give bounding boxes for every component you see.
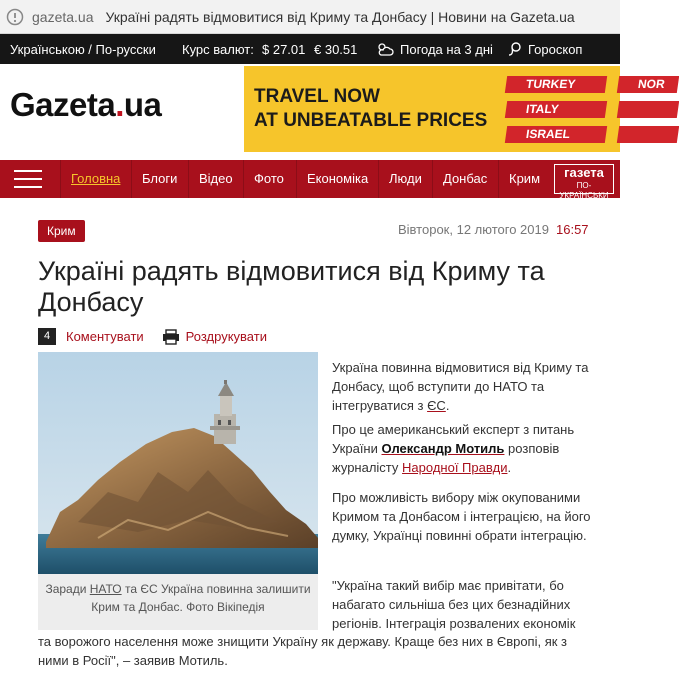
nav-item-economy[interactable]: Економіка bbox=[296, 160, 378, 198]
currency-label: Курс валют: bbox=[182, 41, 254, 57]
logo-dot: . bbox=[115, 86, 124, 123]
nav-item-photo[interactable]: Фото bbox=[243, 160, 294, 198]
logo-main: Gazeta bbox=[10, 86, 116, 123]
horoscope-label: Гороскоп bbox=[528, 41, 583, 57]
logo-tld: ua bbox=[123, 86, 162, 123]
p1-text: Україна повинна відмовитися від Криму та Донбасу, щоб вступити до НАТО та інтегруватися з bbox=[332, 360, 589, 413]
site-logo[interactable] bbox=[10, 86, 161, 124]
article-headline: Україні радять відмовитися від Криму та Донбасу bbox=[38, 256, 545, 317]
eur-rate: € 30.51 bbox=[314, 41, 358, 57]
top-strip bbox=[0, 34, 620, 64]
usd-rate: $ 27.01 bbox=[262, 41, 306, 57]
caption-post: та ЄС Україна повинна залишити Крим та Донбас. Фото Вікіпедія bbox=[91, 582, 311, 614]
site-header bbox=[0, 64, 666, 160]
nav-brand-logo[interactable] bbox=[554, 164, 614, 200]
brand-sub: ПО-УКРАЇНСЬКИ bbox=[559, 181, 609, 200]
paragraph-1 bbox=[332, 358, 592, 415]
comments-count: 4 bbox=[38, 328, 56, 345]
nav-item-crimea[interactable]: Крим bbox=[498, 160, 550, 198]
print-link[interactable]: Роздрукувати bbox=[185, 329, 267, 344]
paragraph-3: Про можливість вибору між окупованими Кримом та Донбасом і інтеграцією, на його думку, Українці повинні обрати інтеграцію. bbox=[332, 490, 591, 543]
menu-icon[interactable] bbox=[14, 170, 42, 188]
comment-link[interactable]: Коментувати bbox=[66, 329, 144, 344]
nav-item-blogs[interactable]: Блоги bbox=[131, 160, 187, 198]
brand-main: газета bbox=[564, 165, 604, 180]
link-motyl[interactable]: Олександр Мотиль bbox=[381, 441, 505, 456]
travel-ad-banner[interactable] bbox=[244, 66, 666, 152]
nav-item-video[interactable]: Відео bbox=[188, 160, 243, 198]
article bbox=[0, 198, 620, 668]
caption-pre: Заради bbox=[45, 582, 90, 596]
weather-link[interactable] bbox=[376, 41, 493, 57]
browser-title-bar bbox=[0, 0, 620, 34]
banner-tag: ISRAEL bbox=[505, 126, 607, 143]
article-photo-swallows-nest bbox=[38, 352, 318, 574]
horoscope-link[interactable] bbox=[506, 41, 582, 57]
photo-caption bbox=[38, 574, 318, 630]
page-tab-title: Україні радять відмовитися від Криму та Донбасу | Новини на Gazeta.ua bbox=[105, 8, 575, 25]
banner-line-1: TRAVEL NOW bbox=[254, 86, 380, 107]
printer-icon[interactable] bbox=[162, 329, 180, 345]
paragraph-2 bbox=[332, 420, 592, 477]
p1-end: . bbox=[445, 398, 450, 413]
language-switch[interactable]: Українською / По-русски bbox=[10, 41, 156, 57]
paragraph-5: та ворожого населення може знищити Україну як державу. Краще без них в Європі, як з ними в Росії", – заявив Мотиль. bbox=[38, 634, 568, 668]
p2-end: . bbox=[507, 460, 512, 475]
banner-tag bbox=[617, 101, 679, 118]
weather-icon bbox=[376, 41, 394, 57]
banner-tag: TURKEY bbox=[505, 76, 607, 93]
horoscope-icon bbox=[506, 41, 522, 57]
category-badge[interactable]: Крим bbox=[38, 220, 85, 242]
p2-text: Про це американський експерт з питань України bbox=[332, 422, 575, 456]
banner-tag: NOR bbox=[617, 76, 679, 93]
paragraph-4: "Україна такий вибір має привітати, бо набагато сильніша без цих безнадійних регіонів. Інтеграція розвалених економік bbox=[332, 578, 576, 631]
link-eu[interactable]: ЄС bbox=[427, 398, 446, 413]
nav-item-people[interactable]: Люди bbox=[378, 160, 432, 198]
nav-item-home[interactable]: Головна bbox=[60, 160, 130, 198]
banner-line-2: AT UNBEATABLE PRICES bbox=[254, 110, 488, 131]
nav-item-donbas[interactable]: Донбас bbox=[432, 160, 497, 198]
site-favicon-icon bbox=[6, 8, 24, 26]
link-narodna-pravda[interactable]: Народної Правди bbox=[402, 460, 508, 475]
main-nav bbox=[0, 160, 620, 198]
banner-tag: ITALY bbox=[505, 101, 607, 118]
article-time: 16:57 bbox=[556, 222, 589, 237]
caption-link-nato[interactable]: НАТО bbox=[89, 582, 122, 596]
article-meta bbox=[38, 328, 267, 345]
p2-mid: розповів журналісту bbox=[332, 441, 560, 475]
article-date: Вівторок, 12 лютого 2019 bbox=[398, 222, 549, 237]
address-url[interactable]: gazeta.ua bbox=[32, 8, 94, 25]
banner-tag bbox=[617, 126, 679, 143]
weather-label: Погода на 3 дні bbox=[400, 41, 493, 57]
